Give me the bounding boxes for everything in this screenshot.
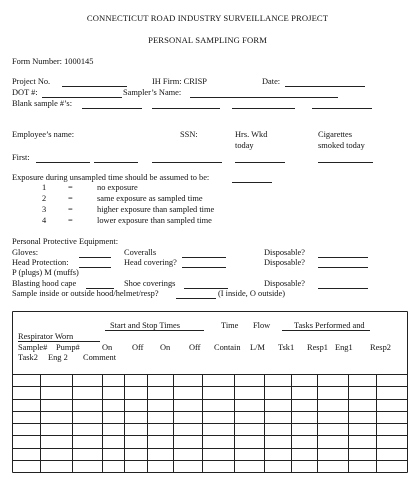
coveralls-field[interactable] — [182, 257, 226, 258]
exposure-option-text: same exposure as sampled time — [97, 194, 203, 203]
disposable-label: Disposable? — [264, 258, 305, 267]
cigarettes-field[interactable] — [318, 162, 373, 163]
exposure-option-text: no exposure — [97, 183, 138, 192]
disposable-field-1[interactable] — [318, 257, 368, 258]
gloves-label: Gloves: — [12, 248, 39, 257]
blank-sample-field-2[interactable] — [152, 108, 220, 109]
date-label: Date: — [262, 77, 281, 86]
exposure-option-eq: = — [68, 216, 73, 225]
disposable-field-2[interactable] — [318, 267, 368, 268]
cigarettes-label: Cigarettes — [318, 130, 352, 139]
column-header: On — [102, 343, 113, 352]
disposable-label: Disposable? — [264, 279, 305, 288]
today-label: today — [235, 141, 254, 150]
column-header: Eng1 — [335, 343, 353, 352]
hrs-wkd-field[interactable] — [235, 162, 285, 163]
gloves-field[interactable] — [79, 257, 111, 258]
blasting-hood-label: Blasting hood cape — [12, 279, 77, 288]
column-header: Tsk1 — [278, 343, 295, 352]
column-header: On — [160, 343, 171, 352]
form-number: Form Number: 1000145 — [12, 57, 94, 66]
plugs-muffs-label: P (plugs) M (muffs) — [12, 268, 79, 277]
exposure-option-num: 4 — [42, 216, 47, 225]
inside-outside-note: (I inside, O outside) — [218, 289, 285, 298]
sampling-grid[interactable] — [12, 311, 408, 477]
respirator-header: Respirator Worn — [18, 332, 74, 341]
disposable-field-3[interactable] — [318, 288, 368, 289]
exposure-option-eq: = — [68, 183, 73, 192]
exposure-option-eq: = — [68, 205, 73, 214]
exposure-option-num: 2 — [42, 194, 47, 203]
time-header: Time — [221, 321, 239, 330]
head-protection-label: Head Protection: — [12, 258, 69, 267]
exposure-option-text: higher exposure than sampled time — [97, 205, 215, 214]
column-header: Sample# — [18, 343, 48, 352]
column-header: Eng 2 — [48, 353, 68, 362]
disposable-label: Disposable? — [264, 248, 305, 257]
head-covering-label: Head covering? — [124, 258, 177, 267]
exposure-field[interactable] — [232, 182, 272, 183]
sample-location-label: Sample inside or outside hood/helmet/resp? — [12, 289, 159, 298]
hrs-wkd-label: Hrs. Wkd — [235, 130, 268, 139]
ssn-label: SSN: — [180, 130, 198, 139]
sampler-name-label: Sampler’s Name: — [123, 88, 182, 97]
column-header: Task2 — [18, 353, 38, 362]
column-header: Off — [189, 343, 201, 352]
project-no-label: Project No. — [12, 77, 51, 86]
ppe-title: Personal Protective Equipment: — [12, 237, 119, 246]
sampler-name-field[interactable] — [190, 97, 338, 98]
column-header: Resp1 — [307, 343, 328, 352]
sample-location-field[interactable] — [176, 298, 216, 299]
column-header: Pump# — [56, 343, 80, 352]
project-title: CONNECTICUT ROAD INDUSTRY SURVEILLANCE PROJECT — [86, 13, 329, 23]
first-label: First: — [12, 153, 30, 162]
blank-sample-field-3[interactable] — [232, 108, 295, 109]
smoked-today-label: smoked today — [318, 141, 365, 150]
start-stop-header: Start and Stop Times — [110, 321, 181, 330]
form-title: PERSONAL SAMPLING FORM — [148, 35, 267, 45]
first-name-field[interactable] — [36, 162, 90, 163]
ih-firm-label: IH Firm: CRISP — [152, 77, 207, 86]
dot-label: DOT #: — [12, 88, 38, 97]
dot-field[interactable] — [42, 97, 122, 98]
shoe-coverings-label: Shoe coverings — [124, 279, 176, 288]
column-header: L/M — [250, 343, 265, 352]
ssn-field[interactable] — [152, 162, 222, 163]
exposure-question: Exposure during unsampled time should be assumed to be: — [12, 173, 210, 182]
project-no-field[interactable] — [62, 86, 127, 87]
head-covering-field[interactable] — [182, 267, 226, 268]
last-name-field[interactable] — [94, 162, 138, 163]
date-field[interactable] — [285, 86, 365, 87]
column-header: Resp2 — [370, 343, 391, 352]
blank-sample-field-4[interactable] — [312, 108, 372, 109]
blank-sample-field-1[interactable] — [82, 108, 142, 109]
flow-header: Flow — [253, 321, 271, 330]
employee-name-label: Employee’s name: — [12, 130, 75, 139]
exposure-option-num: 3 — [42, 205, 47, 214]
tasks-header: Tasks Performed and — [294, 321, 365, 330]
column-header: Off — [132, 343, 144, 352]
exposure-option-text: lower exposure than sampled time — [97, 216, 212, 225]
column-header: Contain — [214, 343, 241, 352]
exposure-option-num: 1 — [42, 183, 47, 192]
exposure-option-eq: = — [68, 194, 73, 203]
head-protection-field[interactable] — [79, 267, 111, 268]
blank-sample-label: Blank sample #’s: — [12, 99, 73, 108]
column-header: Comment — [83, 353, 117, 362]
coveralls-label: Coveralls — [124, 248, 157, 257]
